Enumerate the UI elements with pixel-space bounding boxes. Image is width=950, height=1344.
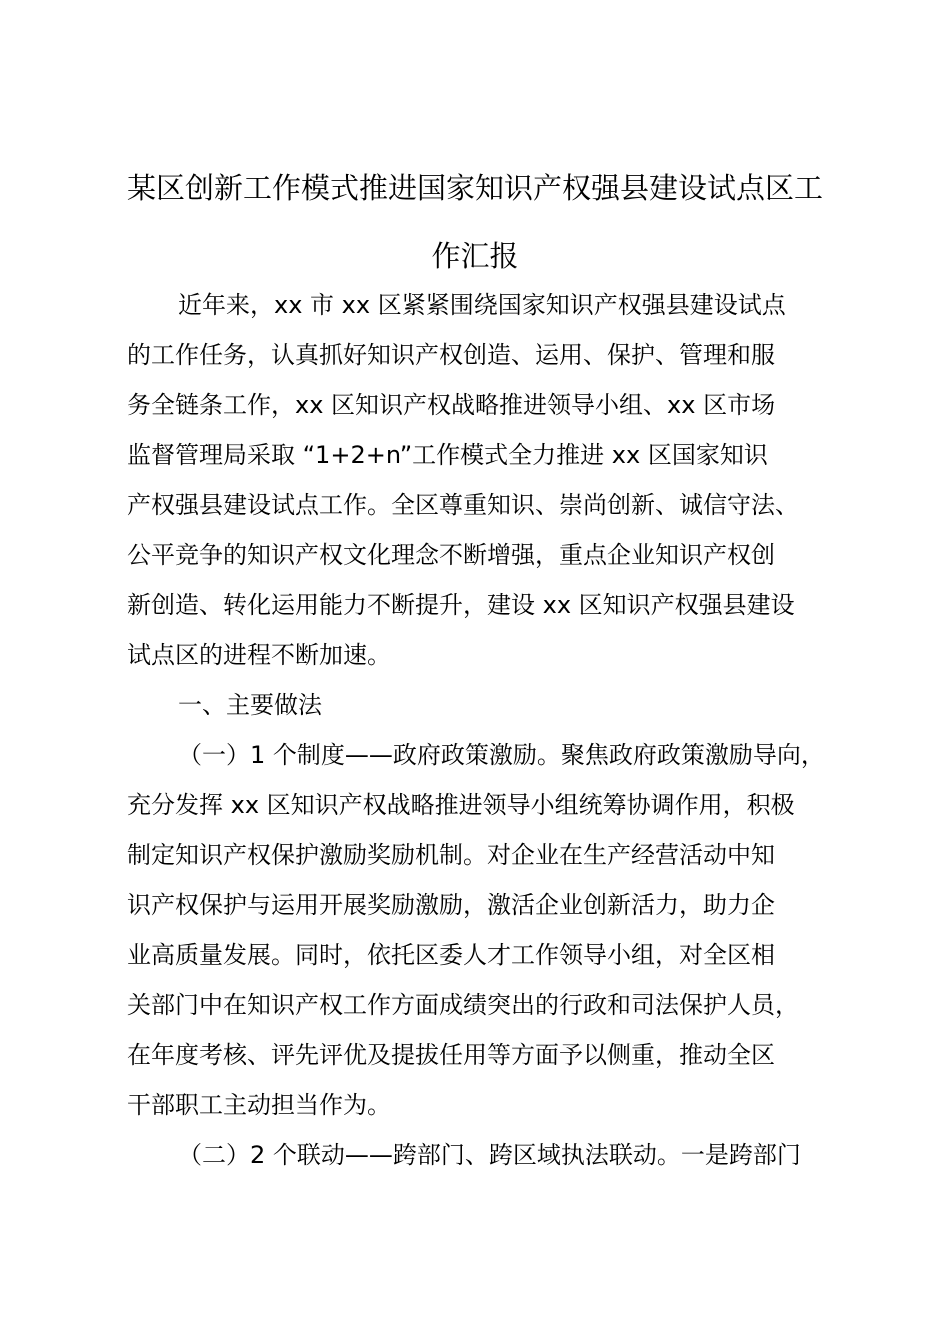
paragraph-line: 试点区的进程不断加速。: [127, 641, 391, 669]
paragraph-line: 业高质量发展。同时，依托区委人才工作领导小组，对全区相: [127, 941, 775, 969]
paragraph-line: （一）1 个制度——政府政策激励。聚焦政府政策激励导向，: [178, 741, 825, 769]
paragraph-line: （二）2 个联动——跨部门、跨区域执法联动。一是跨部门: [178, 1141, 801, 1169]
paragraph-line: 在年度考核、评先评优及提拔任用等方面予以侧重，推动全区: [127, 1041, 775, 1069]
paragraph-line: 干部职工主动担当作为。: [127, 1091, 391, 1119]
section-heading: 一、主要做法: [178, 691, 322, 719]
paragraph-line: 监督管理局采取 “1+2+n”工作模式全力推进 xx 区国家知识: [127, 441, 768, 469]
paragraph-line: 充分发挥 xx 区知识产权战略推进领导小组统筹协调作用，积极: [127, 791, 795, 819]
paragraph-line: 的工作任务，认真抓好知识产权创造、运用、保护、管理和服: [127, 341, 775, 369]
paragraph-line: 务全链条工作，xx 区知识产权战略推进领导小组、xx 区市场: [127, 391, 776, 419]
paragraph-line: 产权强县建设试点工作。全区尊重知识、崇尚创新、诚信守法、: [127, 491, 799, 519]
paragraph-line: 公平竞争的知识产权文化理念不断增强，重点企业知识产权创: [127, 541, 775, 569]
paragraph-line: 关部门中在知识产权工作方面成绩突出的行政和司法保护人员，: [127, 991, 799, 1019]
document-title-line-2: 作汇报: [431, 239, 519, 273]
paragraph-line: 制定知识产权保护激励奖励机制。对企业在生产经营活动中知: [127, 841, 775, 869]
document-title-line-1: 某区创新工作模式推进国家知识产权强县建设试点区工: [126, 171, 823, 205]
paragraph-line: 新创造、转化运用能力不断提升，建设 xx 区知识产权强县建设: [127, 591, 795, 619]
paragraph-line: 近年来，xx 市 xx 区紧紧围绕国家知识产权强县建设试点: [178, 291, 786, 319]
paragraph-line: 识产权保护与运用开展奖励激励，激活企业创新活力，助力企: [127, 891, 775, 919]
